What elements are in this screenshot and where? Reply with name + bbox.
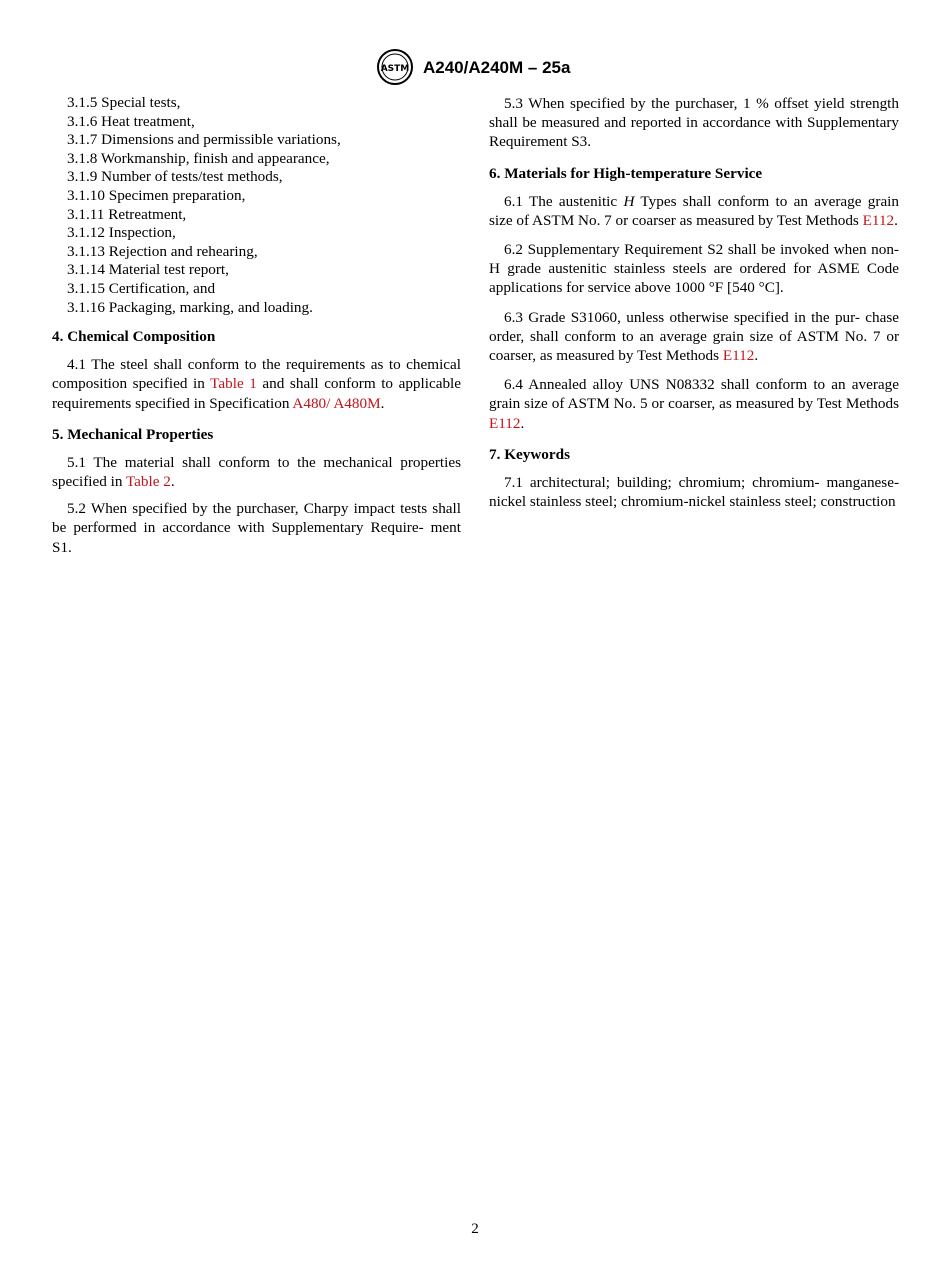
page-number: 2 <box>471 1221 479 1237</box>
document-designation: A240/A240M – 25a <box>423 58 571 77</box>
paragraph-5-2: 5.2 When specified by the purchaser, Charpy impact tests shall be performed in accordance with Supplementary Require- ment S1. <box>52 500 461 556</box>
right-column <box>489 94 899 511</box>
paragraph-6-1 <box>489 192 899 230</box>
table-1-link[interactable]: Table 1 <box>210 375 257 393</box>
text: . <box>894 211 898 229</box>
paragraph-5-3: 5.3 When specified by the purchaser, 1 % offset yield strength shall be measured and reported in accordance with Supplementary Requirement S3. <box>489 95 899 151</box>
text: 6.4 Annealed alloy UNS N08332 shall conform to an average grain size of ASTM No. 5 or coarser, as measured by Test Methods <box>489 376 899 413</box>
list-item: 3.1.10 Specimen preparation, <box>67 186 246 204</box>
list-item: 3.1.11 Retreatment, <box>67 205 187 223</box>
page-header <box>0 48 950 88</box>
e112-link[interactable]: E112 <box>862 211 895 229</box>
table-2-link[interactable]: Table 2 <box>125 472 171 490</box>
section-5-heading: 5. Mechanical Properties <box>52 425 214 443</box>
astm-logo-icon <box>376 48 414 86</box>
text: . <box>170 472 175 490</box>
text: . <box>380 394 385 412</box>
list-item: 3.1.12 Inspection, <box>67 224 176 242</box>
text: 5.1 The material shall conform to the mechanical properties specified in <box>52 453 461 490</box>
italic-h: H <box>623 192 635 210</box>
paragraph-7-1: 7.1 architectural; building; chromium; chromium- manganese-nickel stainless steel; chromium-nickel stainless steel; construction <box>489 473 899 511</box>
list-item: 3.1.16 Packaging, marking, and loading. <box>67 298 313 316</box>
list-item: 3.1.9 Number of tests/test methods, <box>67 168 283 186</box>
list-3-1 <box>52 94 461 317</box>
list-item: 3.1.6 Heat treatment, <box>67 112 195 130</box>
list-item: 3.1.13 Rejection and rehearing, <box>67 242 258 260</box>
text: and shall conform to applicable requirements specified in Specification <box>52 375 462 412</box>
paragraph-4-1 <box>52 355 461 413</box>
paragraph-6-2: 6.2 Supplementary Requirement S2 shall be invoked when non-H grade austenitic stainless steels are ordered for ASME Code applications for service above 1000 °F [540 °C]. <box>489 241 899 297</box>
list-item: 3.1.15 Certification, and <box>67 279 216 297</box>
text: 6.1 The austenitic <box>504 192 624 210</box>
section-6-heading: 6. Materials for High-temperature Service <box>489 164 763 182</box>
paragraph-6-3 <box>489 308 899 366</box>
list-item: 3.1.14 Material test report, <box>67 261 229 279</box>
text: 6.3 Grade S31060, unless otherwise specified in the pur- chase order, shall conform to an average grain size of ASTM No. 7 or coarser, as measured by Test Methods <box>489 308 899 365</box>
section-7-heading: 7. Keywords <box>489 445 570 463</box>
list-item: 3.1.7 Dimensions and permissible variations, <box>67 131 341 149</box>
e112-link[interactable]: E112 <box>722 347 755 365</box>
list-item: 3.1.8 Workmanship, finish and appearance, <box>67 149 330 167</box>
a480-link[interactable]: A480/ A480M <box>292 394 381 412</box>
text: Types shall conform to an average grain size of ASTM No. 7 or coarser as measured by Test Methods <box>489 192 899 229</box>
logo-text: ASTM <box>380 64 410 74</box>
section-4-heading: 4. Chemical Composition <box>52 328 216 346</box>
text: . <box>520 414 525 432</box>
e112-link[interactable]: E112 <box>489 414 521 432</box>
paragraph-5-1 <box>52 453 461 491</box>
text: . <box>754 347 759 365</box>
text: 4.1 The steel shall conform to the requirements as to chemical composition specified in <box>52 356 461 393</box>
left-column <box>52 94 461 557</box>
paragraph-6-4 <box>489 375 899 433</box>
list-item: 3.1.5 Special tests, <box>67 94 181 111</box>
